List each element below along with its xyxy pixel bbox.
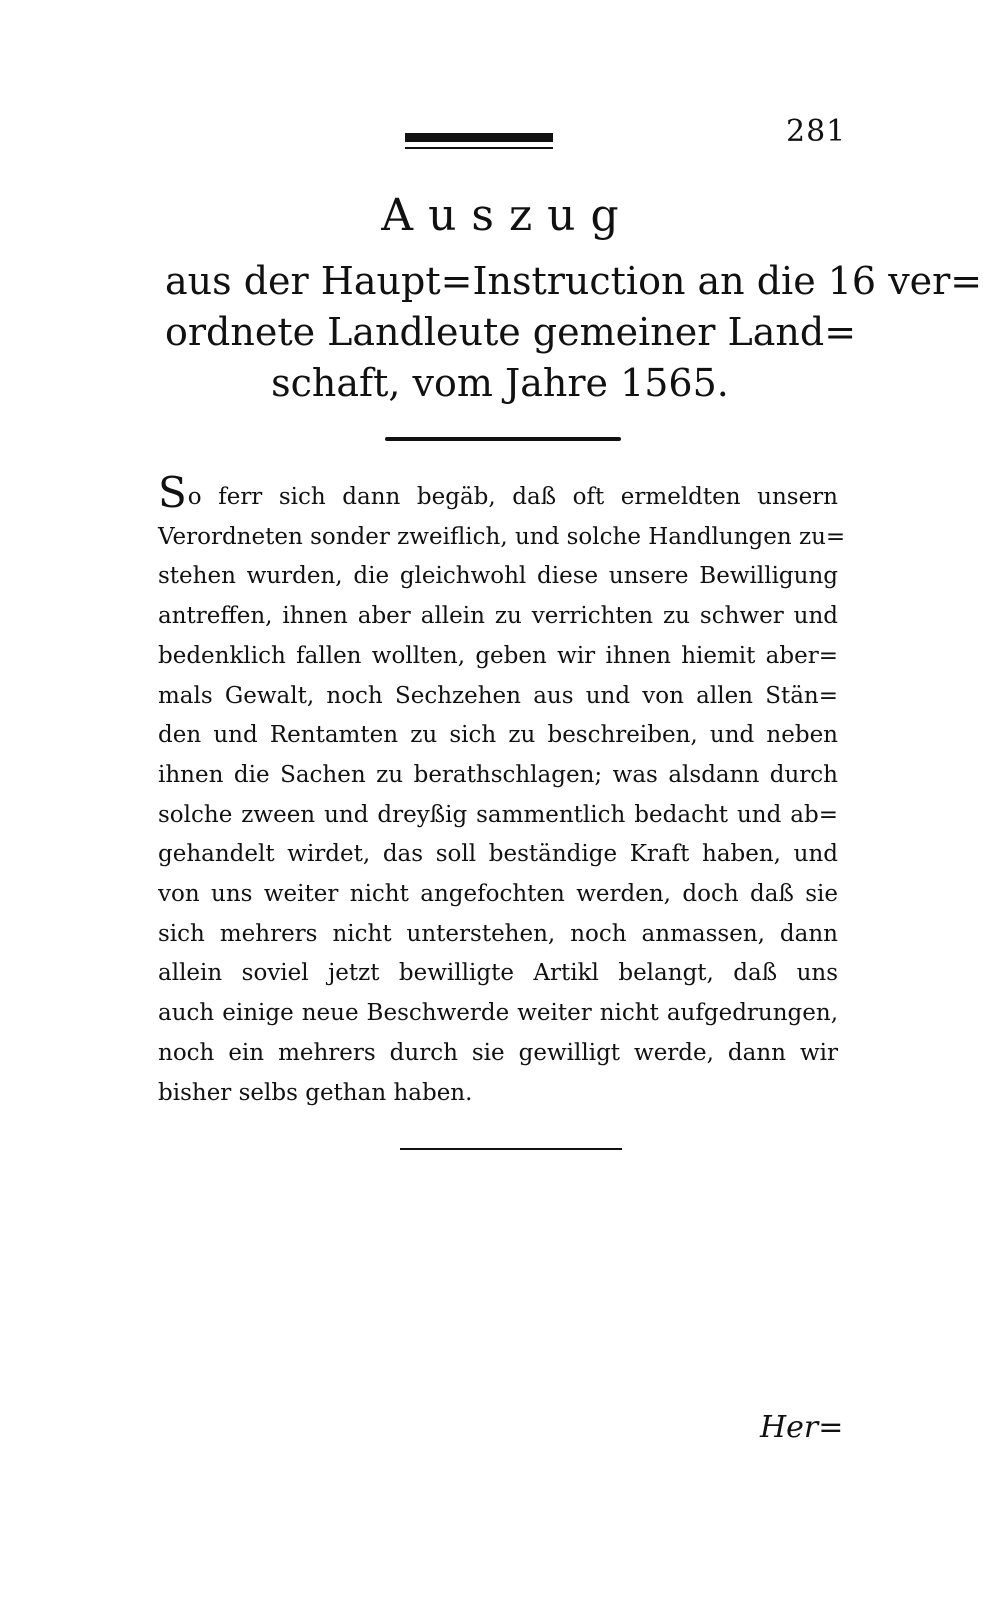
subtitle-line: aus der Haupt=Instruction an die 16 ver=	[165, 259, 983, 303]
text-line: stehen wurden, die gleichwohl diese unsere Bewilligung	[158, 563, 838, 590]
text-line: bedenklich fallen wollten, geben wir ihnen hiemit aber=	[158, 642, 838, 669]
text-line: antreffen, ihnen aber allein zu verrichten zu schwer und	[158, 603, 838, 630]
text-line: ihnen die Sachen zu berathschlagen; was alsdann durch	[158, 761, 838, 788]
text-line: bisher selbs gethan haben.	[158, 1079, 473, 1106]
subtitle-line: ordnete Landleute gemeiner Land=	[165, 310, 857, 354]
page-title: Auszug	[381, 190, 634, 241]
text-line: allein soviel jetzt bewilligte Artikl belangt, daß uns	[158, 960, 838, 987]
subtitle	[165, 256, 983, 409]
header-rule-thick	[405, 133, 553, 142]
text-line: sich mehrers nicht unterstehen, noch anmassen, dann	[158, 920, 838, 947]
text-line: solche zween und dreyßig sammentlich bedacht und ab=	[158, 801, 838, 828]
body-paragraph	[158, 468, 846, 1113]
text-line: Verordneten sonder zweiflich, und solche Handlungen zu=	[158, 523, 846, 550]
text-line: von uns weiter nicht angefochten werden, doch daß sie	[158, 881, 838, 908]
page-number: 281	[786, 114, 847, 149]
closing-rule	[400, 1148, 622, 1150]
text-line: den und Rentamten zu sich zu beschreiben, und neben	[158, 722, 838, 749]
text-line: noch ein mehrers durch sie gewilligt werde, dann wir	[158, 1039, 838, 1066]
header-rule-thin	[405, 147, 553, 149]
text-line	[158, 468, 838, 518]
subtitle-line: schaft, vom Jahre 1565.	[271, 361, 729, 405]
text-line-content: o ferr sich dann begäb, daß oft ermeldten unsern	[187, 484, 838, 510]
text-line: gehandelt wirdet, das soll beständige Kraft haben, und	[158, 841, 838, 868]
section-divider	[385, 437, 621, 441]
catchword: Her=	[760, 1410, 844, 1445]
text-line: mals Gewalt, noch Sechzehen aus und von allen Stän=	[158, 682, 838, 709]
text-line: auch einige neue Beschwerde weiter nicht aufgedrungen,	[158, 1000, 838, 1027]
drop-initial: S	[158, 468, 187, 517]
